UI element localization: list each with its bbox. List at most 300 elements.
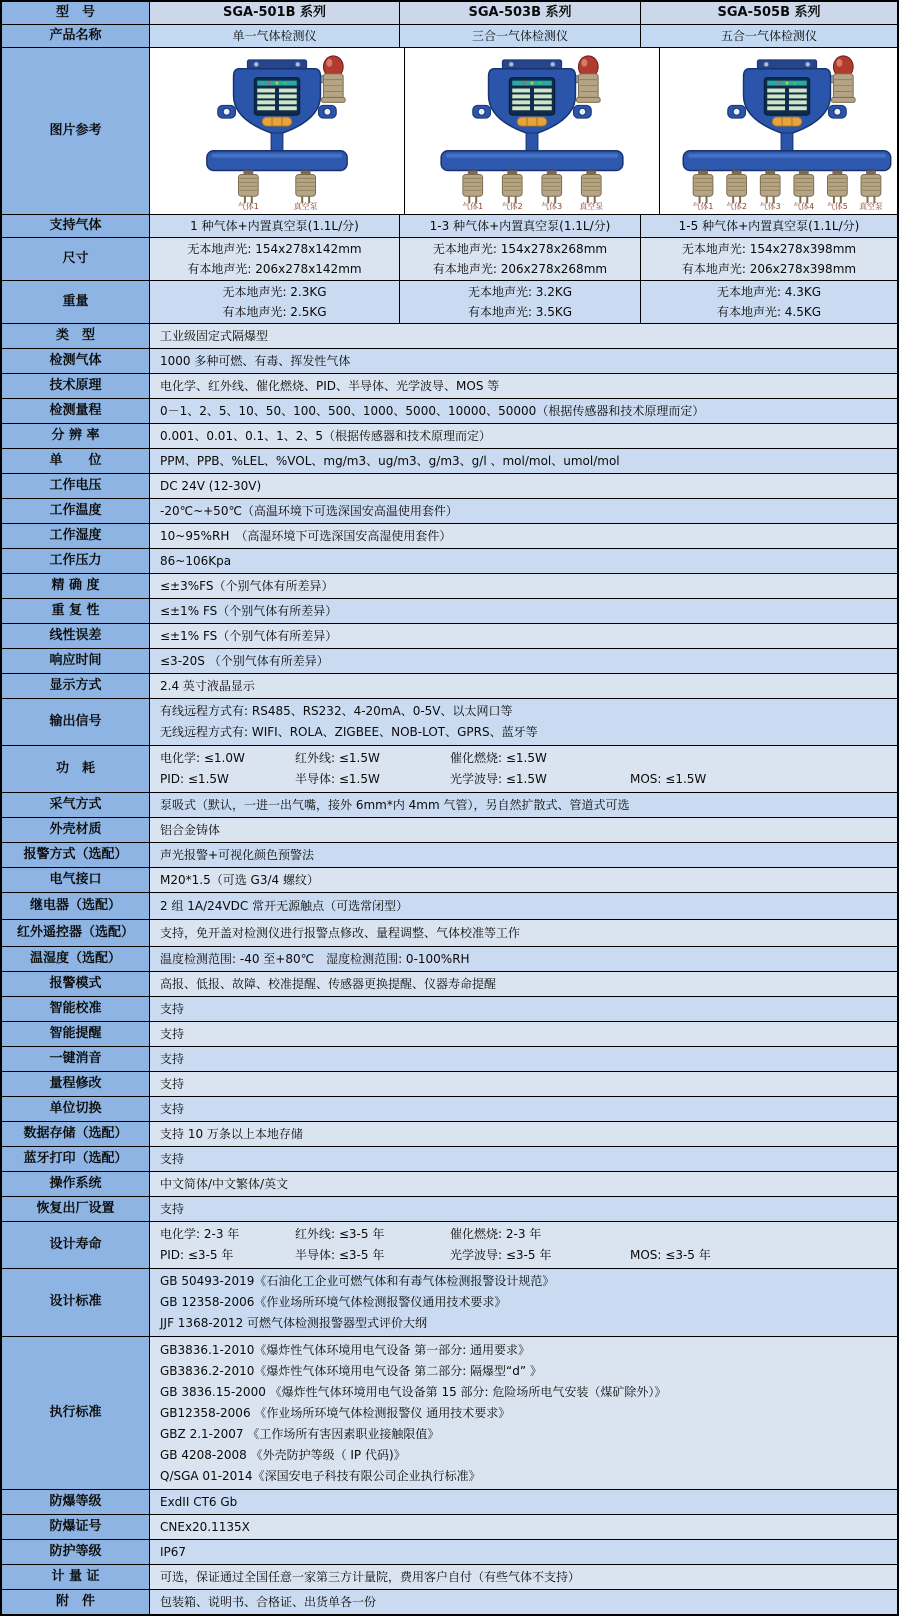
row-label: 工作压力 xyxy=(2,549,150,573)
spec-value xyxy=(150,1122,897,1146)
row-values xyxy=(150,324,897,348)
table-row xyxy=(2,523,897,548)
row-values xyxy=(150,1490,897,1514)
row-values xyxy=(150,818,897,842)
spec-value-text: 86~106Kpa xyxy=(160,554,232,568)
spec-value-line: GB 3836.15-2000 《爆炸性气体环境用电气设备第 15 部分: 危险场所电气安装（煤矿除外）》 xyxy=(160,1384,667,1399)
device-port-label: 真空泵 xyxy=(293,202,318,212)
spec-value xyxy=(150,349,897,373)
spec-cell xyxy=(400,281,641,323)
spec-value xyxy=(150,972,897,996)
spec-cell xyxy=(400,238,641,280)
row-values xyxy=(150,1047,897,1071)
device-port-label: 真空泵 xyxy=(579,202,604,212)
spec-value xyxy=(150,1147,897,1171)
spec-value xyxy=(150,374,897,398)
spec-value xyxy=(150,1590,897,1614)
spec-value-text: ≤3-20S （个别气体有所差异） xyxy=(160,654,329,668)
row-values xyxy=(150,374,897,398)
row-values xyxy=(150,1122,897,1146)
row-label: 设计标准 xyxy=(2,1269,150,1336)
spec-cell-line: 无本地声光: 4.3KG xyxy=(716,285,822,299)
spec-value xyxy=(150,324,897,348)
row-values xyxy=(150,1072,897,1096)
row-values xyxy=(150,699,897,745)
row-label: 检测量程 xyxy=(2,399,150,423)
row-label: 单位切换 xyxy=(2,1097,150,1121)
spec-segment: 光学波导: ≤3-5 年 xyxy=(450,1248,552,1262)
table-row xyxy=(2,698,897,745)
table-row xyxy=(2,323,897,348)
row-label: 防爆证号 xyxy=(2,1515,150,1539)
row-label: 执行标准 xyxy=(2,1337,150,1489)
spec-value xyxy=(150,499,897,523)
spec-cell-line: 1-5 种气体+内置真空泵(1.1L/分) xyxy=(678,219,860,233)
row-label: 一键消音 xyxy=(2,1047,150,1071)
spec-value xyxy=(150,549,897,573)
row-values xyxy=(150,281,897,323)
spec-value-line: GB3836.1-2010《爆炸性气体环境用电气设备 第一部分: 通用要求》 xyxy=(160,1342,531,1357)
row-label: 量程修改 xyxy=(2,1072,150,1096)
row-values xyxy=(150,793,897,817)
spec-cell-line: 有本地声光: 4.5KG xyxy=(716,305,822,319)
spec-value-text: 温度检测范围: -40 至+80℃ 湿度检测范围: 0-100%RH xyxy=(160,952,470,966)
row-values xyxy=(150,947,897,971)
row-label: 响应时间 xyxy=(2,649,150,673)
device-port-label: 真空泵 xyxy=(859,202,883,212)
row-label: 重 复 性 xyxy=(2,599,150,623)
spec-value-text: PPM、PPB、%LEL、%VOL、mg/m3、ug/m3、g/m3、g/l 、mol/mol、umol/mol xyxy=(160,454,620,468)
spec-value xyxy=(150,474,897,498)
table-row xyxy=(2,448,897,473)
spec-cell xyxy=(150,281,400,323)
spec-value xyxy=(150,699,897,745)
table-row xyxy=(2,473,897,498)
row-label: 智能提醒 xyxy=(2,1022,150,1046)
spec-segment-line xyxy=(160,1245,893,1266)
table-row xyxy=(2,1514,897,1539)
spec-value-text: 0.001、0.01、0.1、1、2、5（根据传感器和技术原理而定） xyxy=(160,429,492,443)
row-values xyxy=(150,868,897,892)
spec-value xyxy=(150,449,897,473)
spec-value-text: 10~95%RH （高湿环境下可选深国安高湿使用套件） xyxy=(160,529,452,543)
spec-value-text: 包装箱、说明书、合格证、出货单各一份 xyxy=(160,1595,377,1609)
row-values xyxy=(150,972,897,996)
spec-cell xyxy=(400,25,641,47)
row-values xyxy=(150,1540,897,1564)
table-row xyxy=(2,2,897,24)
spec-cell-line: SGA-503B 系列 xyxy=(468,5,572,20)
table-row xyxy=(2,598,897,623)
spec-value-line: GB3836.2-2010《爆炸性气体环境用电气设备 第二部分: 隔爆型“d” 》 xyxy=(160,1363,542,1378)
table-row xyxy=(2,673,897,698)
table-row xyxy=(2,623,897,648)
row-values xyxy=(150,624,897,648)
table-row xyxy=(2,373,897,398)
table-row xyxy=(2,214,897,237)
table-row xyxy=(2,946,897,971)
spec-cell-line: 无本地声光: 2.3KG xyxy=(222,285,327,299)
row-label: 防爆等级 xyxy=(2,1490,150,1514)
spec-cell-line: 1-3 种气体+内置真空泵(1.1L/分) xyxy=(429,219,611,233)
row-label: 报警方式（选配） xyxy=(2,843,150,867)
spec-value xyxy=(150,624,897,648)
spec-cell-line: 无本地声光: 154x278x398mm xyxy=(681,242,857,256)
spec-value-text: M20*1.5（可选 G3/4 螺纹） xyxy=(160,873,319,887)
table-row xyxy=(2,1171,897,1196)
spec-value xyxy=(150,1022,897,1046)
row-label: 类 型 xyxy=(2,324,150,348)
spec-segment: 催化燃烧: ≤1.5W xyxy=(450,751,547,765)
row-label: 报警模式 xyxy=(2,972,150,996)
device-port-label: 气体4 xyxy=(793,202,815,212)
spec-cell-line: 1 种气体+内置真空泵(1.1L/分) xyxy=(190,219,359,233)
table-row xyxy=(2,348,897,373)
spec-segment-line xyxy=(160,769,893,790)
table-row xyxy=(2,47,897,214)
row-label: 分 辨 率 xyxy=(2,424,150,448)
spec-value xyxy=(150,843,897,867)
spec-value xyxy=(150,1337,897,1489)
row-label: 图片参考 xyxy=(2,48,150,214)
spec-value xyxy=(150,524,897,548)
table-row xyxy=(2,1564,897,1589)
product-image xyxy=(150,48,405,214)
row-label: 工作湿度 xyxy=(2,524,150,548)
row-label: 工作电压 xyxy=(2,474,150,498)
row-label: 防护等级 xyxy=(2,1540,150,1564)
spec-cell-line: 有本地声光: 2.5KG xyxy=(222,305,327,319)
spec-value-text: 支持 xyxy=(160,1077,185,1091)
row-values xyxy=(150,25,897,47)
row-values xyxy=(150,1022,897,1046)
table-row xyxy=(2,792,897,817)
spec-value-line: 有线远程方式有: RS485、RS232、4-20mA、0-5V、以太网口等 xyxy=(160,704,513,718)
table-row xyxy=(2,1096,897,1121)
row-label: 温湿度（选配） xyxy=(2,947,150,971)
spec-value xyxy=(150,746,897,792)
spec-value-text: -20℃~+50℃（高温环境下可选深国安高温使用套件） xyxy=(160,504,458,518)
table-row xyxy=(2,573,897,598)
row-values xyxy=(150,424,897,448)
table-row xyxy=(2,280,897,323)
spec-value xyxy=(150,674,897,698)
spec-cell xyxy=(150,215,400,237)
spec-cell-line: SGA-505B 系列 xyxy=(717,5,821,20)
spec-value xyxy=(150,793,897,817)
row-values xyxy=(150,893,897,919)
table-row xyxy=(2,498,897,523)
row-label: 外壳材质 xyxy=(2,818,150,842)
table-row xyxy=(2,24,897,47)
table-row xyxy=(2,1336,897,1489)
spec-value xyxy=(150,1269,897,1336)
spec-cell-line: 三合一气体检测仪 xyxy=(471,29,568,43)
spec-segment: 催化燃烧: 2-3 年 xyxy=(450,1227,542,1241)
row-label: 继电器（选配） xyxy=(2,893,150,919)
spec-value xyxy=(150,1172,897,1196)
table-row xyxy=(2,1146,897,1171)
row-label: 电气接口 xyxy=(2,868,150,892)
device-port-label: 气体3 xyxy=(759,202,781,212)
table-row xyxy=(2,892,897,919)
row-values xyxy=(150,1337,897,1489)
row-values xyxy=(150,549,897,573)
spec-cell xyxy=(400,215,641,237)
row-values xyxy=(150,399,897,423)
device-port-label: 气体5 xyxy=(826,202,848,212)
device-port-label: 气体1 xyxy=(462,202,484,212)
spec-value-text: 声光报警+可视化颜色预警法 xyxy=(160,848,315,862)
table-row xyxy=(2,1539,897,1564)
row-values xyxy=(150,524,897,548)
spec-cell xyxy=(641,238,897,280)
device-port-label: 气体3 xyxy=(541,202,563,212)
spec-value xyxy=(150,1222,897,1268)
row-values xyxy=(150,1147,897,1171)
row-values xyxy=(150,574,897,598)
row-values xyxy=(150,599,897,623)
spec-cell-line: 无本地声光: 154x278x142mm xyxy=(187,242,362,256)
row-label: 精 确 度 xyxy=(2,574,150,598)
spec-segment-line xyxy=(160,748,893,769)
spec-value xyxy=(150,1047,897,1071)
table-row xyxy=(2,423,897,448)
spec-cell xyxy=(641,281,897,323)
spec-segment: 电化学: ≤1.0W xyxy=(160,751,245,765)
row-label: 数据存储（选配） xyxy=(2,1122,150,1146)
spec-segment: PID: ≤3-5 年 xyxy=(160,1248,234,1262)
table-row xyxy=(2,1221,897,1268)
spec-value-text: 2.4 英寸液晶显示 xyxy=(160,679,255,693)
row-values xyxy=(150,1197,897,1221)
spec-cell-line: SGA-501B 系列 xyxy=(222,5,327,20)
spec-cell-line: 单一气体检测仪 xyxy=(232,29,317,43)
table-row xyxy=(2,1121,897,1146)
row-values xyxy=(150,1565,897,1589)
spec-value-text: 支持 xyxy=(160,1052,185,1066)
spec-cell-line: 有本地声光: 206x278x398mm xyxy=(681,262,857,276)
spec-value xyxy=(150,893,897,919)
row-values xyxy=(150,1515,897,1539)
row-values xyxy=(150,674,897,698)
spec-value-text: 支持，免开盖对检测仪进行报警点修改、量程调整、气体校准等工作 xyxy=(160,926,521,940)
spec-value-text: 1000 多种可燃、有毒、挥发性气体 xyxy=(160,354,351,368)
table-row xyxy=(2,867,897,892)
table-row xyxy=(2,971,897,996)
table-row xyxy=(2,1489,897,1514)
spec-value-text: 支持 xyxy=(160,1027,185,1041)
device-port-label: 气体2 xyxy=(726,202,748,212)
spec-value-text: 支持 xyxy=(160,1202,185,1216)
spec-cell-line: 无本地声光: 3.2KG xyxy=(467,285,573,299)
table-row xyxy=(2,1589,897,1614)
spec-value xyxy=(150,649,897,673)
spec-value-text: ≤±1% FS（个别气体有所差异） xyxy=(160,629,338,643)
table-row xyxy=(2,842,897,867)
table-row xyxy=(2,648,897,673)
spec-cell xyxy=(400,2,641,24)
spec-cell-line: 五合一气体检测仪 xyxy=(720,29,817,43)
row-values xyxy=(150,1222,897,1268)
spec-value xyxy=(150,1072,897,1096)
spec-cell-line: 无本地声光: 154x278x268mm xyxy=(432,242,608,256)
row-values xyxy=(150,1172,897,1196)
spec-segment-line xyxy=(160,1224,893,1245)
spec-segment: 红外线: ≤3-5 年 xyxy=(295,1227,385,1241)
spec-segment: MOS: ≤1.5W xyxy=(630,772,707,786)
row-values xyxy=(150,2,897,24)
spec-cell xyxy=(150,25,400,47)
spec-segment: 电化学: 2-3 年 xyxy=(160,1227,240,1241)
row-label: 技术原理 xyxy=(2,374,150,398)
row-values xyxy=(150,1590,897,1614)
row-label: 附 件 xyxy=(2,1590,150,1614)
row-values xyxy=(150,474,897,498)
row-values xyxy=(150,238,897,280)
table-row xyxy=(2,548,897,573)
spec-value-text: 电化学、红外线、催化燃烧、PID、半导体、光学波导、MOS 等 xyxy=(160,379,500,393)
device-port-label: 气体1 xyxy=(692,202,714,212)
spec-value xyxy=(150,1565,897,1589)
row-label: 蓝牙打印（选配） xyxy=(2,1147,150,1171)
spec-segment: 光学波导: ≤1.5W xyxy=(450,772,547,786)
row-label: 操作系统 xyxy=(2,1172,150,1196)
row-values xyxy=(150,843,897,867)
spec-cell xyxy=(641,215,897,237)
row-values xyxy=(150,449,897,473)
spec-value-line: GB 4208-2008 《外壳防护等级（ IP 代码)》 xyxy=(160,1447,406,1462)
spec-cell-line: 有本地声光: 3.5KG xyxy=(467,305,573,319)
spec-value xyxy=(150,1490,897,1514)
row-values xyxy=(150,1269,897,1336)
row-values xyxy=(150,746,897,792)
spec-value-line: GB12358-2006 《作业场所环境气体检测报警仪 通用技术要求》 xyxy=(160,1405,511,1420)
spec-value-text: IP67 xyxy=(160,1545,187,1559)
spec-value-text: 工业级固定式隔爆型 xyxy=(160,329,269,343)
spec-value-text: 泵吸式（默认，一进一出气嘴，接外 6mm*内 4mm 气管），另自然扩散式、管道式可选 xyxy=(160,798,630,812)
table-row xyxy=(2,1071,897,1096)
row-label: 检测气体 xyxy=(2,349,150,373)
spec-value-text: 支持 xyxy=(160,1102,185,1116)
spec-value xyxy=(150,599,897,623)
product-image xyxy=(660,48,899,214)
spec-cell xyxy=(641,2,897,24)
row-label: 线性误差 xyxy=(2,624,150,648)
row-label: 型 号 xyxy=(2,2,150,24)
row-label: 显示方式 xyxy=(2,674,150,698)
spec-value-text: 2 组 1A/24VDC 常开无源触点（可选常闭型） xyxy=(160,899,409,913)
spec-value-text: 可选，保证通过全国任意一家第三方计量院，费用客户自付（有些气体不支持） xyxy=(160,1570,581,1584)
spec-value-text: DC 24V (12-30V) xyxy=(160,479,262,493)
spec-value-text: ≤±1% FS（个别气体有所差异） xyxy=(160,604,338,618)
spec-cell xyxy=(641,25,897,47)
row-values xyxy=(150,499,897,523)
spec-segment: 半导体: ≤3-5 年 xyxy=(295,1248,385,1262)
spec-value-line: GB 12358-2006《作业场所环境气体检测报警仪通用技术要求》 xyxy=(160,1295,507,1309)
spec-value-text: CNEx20.1135X xyxy=(160,1520,250,1534)
row-label: 计 量 证 xyxy=(2,1565,150,1589)
spec-value xyxy=(150,399,897,423)
row-label: 智能校准 xyxy=(2,997,150,1021)
spec-segment: MOS: ≤3-5 年 xyxy=(630,1248,711,1262)
spec-value-text: 支持 xyxy=(160,1152,185,1166)
device-port-label: 气体1 xyxy=(237,202,259,212)
spec-value-text: 0－1、2、5、10、50、100、500、1000、5000、10000、50000（根据传感器和技术原理而定） xyxy=(160,404,705,418)
spec-segment: 红外线: ≤1.5W xyxy=(295,751,380,765)
row-label: 尺寸 xyxy=(2,238,150,280)
table-row xyxy=(2,1196,897,1221)
device-port-label: 气体2 xyxy=(501,202,523,212)
table-row xyxy=(2,817,897,842)
row-values xyxy=(150,1097,897,1121)
product-image xyxy=(405,48,660,214)
spec-segment: PID: ≤1.5W xyxy=(160,772,229,786)
table-row xyxy=(2,1046,897,1071)
spec-value-text: 中文简体/中文繁体/英文 xyxy=(160,1177,289,1191)
spec-value xyxy=(150,1097,897,1121)
spec-value xyxy=(150,1515,897,1539)
row-values xyxy=(150,649,897,673)
spec-value xyxy=(150,997,897,1021)
table-row xyxy=(2,398,897,423)
spec-value xyxy=(150,920,897,946)
row-values xyxy=(150,920,897,946)
row-label: 红外遥控器（选配） xyxy=(2,920,150,946)
spec-cell-line: 有本地声光: 206x278x268mm xyxy=(432,262,608,276)
spec-value-text: 支持 xyxy=(160,1002,185,1016)
row-label: 产品名称 xyxy=(2,25,150,47)
spec-value-text: ≤±3%FS（个别气体有所差异） xyxy=(160,579,334,593)
row-label: 采气方式 xyxy=(2,793,150,817)
table-row xyxy=(2,745,897,792)
table-row xyxy=(2,996,897,1021)
row-label: 重量 xyxy=(2,281,150,323)
table-row xyxy=(2,1268,897,1336)
spec-cell xyxy=(150,238,400,280)
spec-value-line: JJF 1368-2012 可燃气体检测报警器型式评价大纲 xyxy=(160,1316,428,1330)
spec-value xyxy=(150,1540,897,1564)
spec-value-line: 无线远程方式有: WIFI、ROLA、ZIGBEE、NOB-LOT、GPRS、蓝牙等 xyxy=(160,725,538,739)
row-values xyxy=(150,215,897,237)
spec-value xyxy=(150,868,897,892)
row-label: 支持气体 xyxy=(2,215,150,237)
row-label: 设计寿命 xyxy=(2,1222,150,1268)
spec-segment: 半导体: ≤1.5W xyxy=(295,772,380,786)
table-row xyxy=(2,1021,897,1046)
spec-value xyxy=(150,947,897,971)
spec-value-line: Q/SGA 01-2014《深国安电子科技有限公司企业执行标准》 xyxy=(160,1468,481,1483)
spec-value-text: ExdII CT6 Gb xyxy=(160,1495,238,1509)
spec-value xyxy=(150,1197,897,1221)
row-label: 输出信号 xyxy=(2,699,150,745)
spec-value-line: GB 50493-2019《石油化工企业可燃气体和有毒气体检测报警设计规范》 xyxy=(160,1274,555,1288)
spec-value-text: 支持 10 万条以上本地存储 xyxy=(160,1127,303,1141)
spec-value-line: GBZ 2.1-2007 《工作场所有害因素职业接触限值》 xyxy=(160,1426,440,1441)
spec-cell xyxy=(150,2,400,24)
row-label: 单 位 xyxy=(2,449,150,473)
row-values xyxy=(150,48,897,214)
row-values xyxy=(150,997,897,1021)
spec-value-text: 高报、低报、故障、校准提醒、传感器更换提醒、仪器寿命提醒 xyxy=(160,977,497,991)
row-values xyxy=(150,349,897,373)
row-label: 恢复出厂设置 xyxy=(2,1197,150,1221)
spec-value-text: 铝合金铸体 xyxy=(160,823,221,837)
row-label: 工作温度 xyxy=(2,499,150,523)
spec-cell-line: 有本地声光: 206x278x142mm xyxy=(187,262,362,276)
table-row xyxy=(2,237,897,280)
row-label: 功 耗 xyxy=(2,746,150,792)
